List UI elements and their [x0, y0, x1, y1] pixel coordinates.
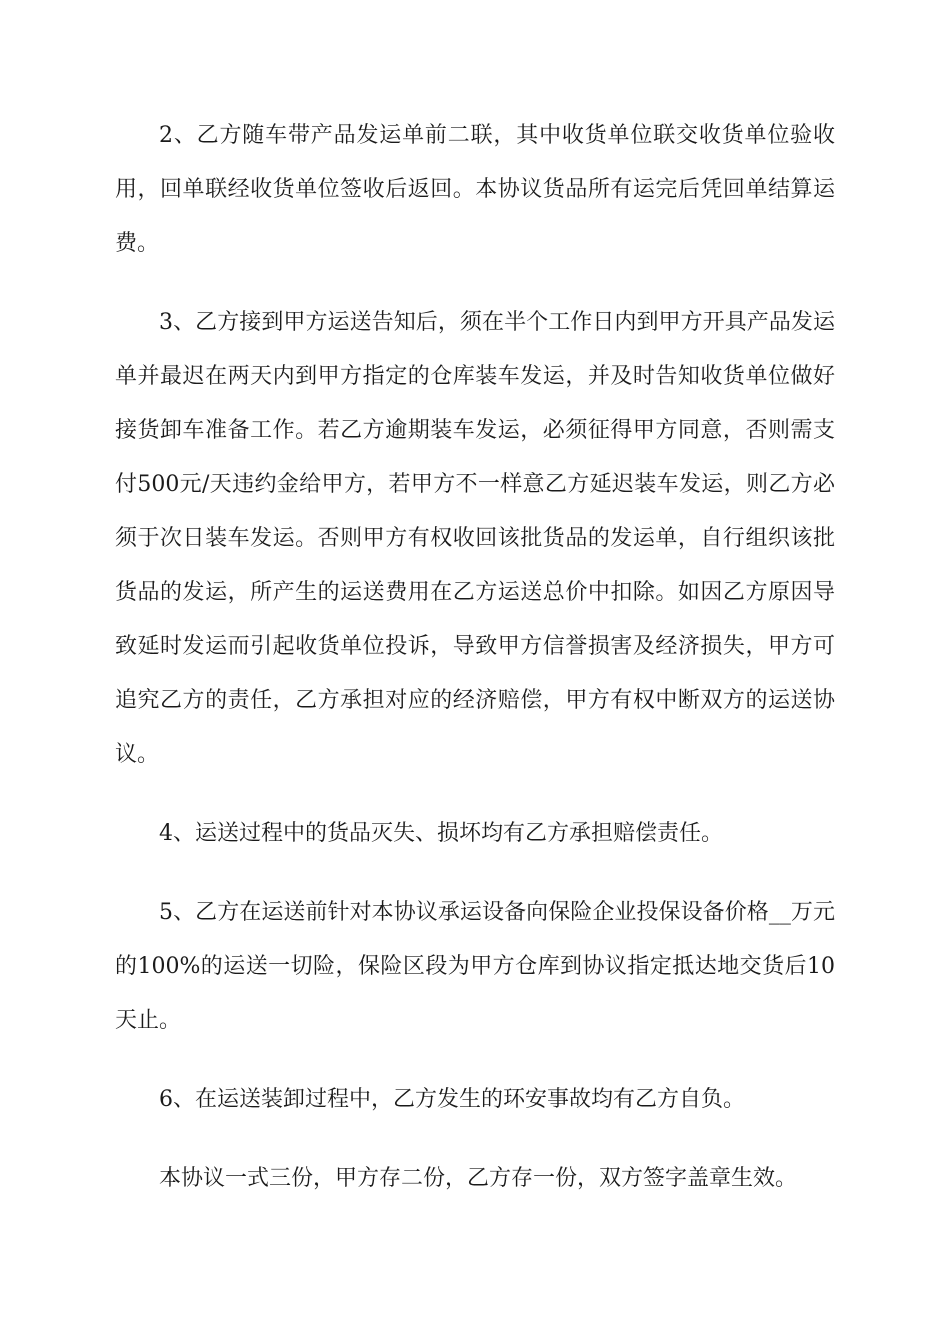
- clause-2-paragraph: 2、乙方随车带产品发运单前二联，其中收货单位联交收货单位验收用，回单联经收货单位签收后返回。本协议货品所有运完后凭回单结算运费。: [115, 123, 835, 256]
- clause-6-paragraph: 6、在运送装卸过程中，乙方发生的环安事故均有乙方自负。: [159, 1087, 745, 1112]
- closing-paragraph: 本协议一式三份，甲方存二份，乙方存一份，双方签字盖章生效。: [159, 1166, 798, 1191]
- clause-5-paragraph: 5、乙方在运送前针对本协议承运设备向保险企业投保设备价格__万元的100%的运送一切险，保险区段为甲方仓库到协议指定抵达地交货后10天止。: [115, 900, 835, 1033]
- clause-3-paragraph: 3、乙方接到甲方运送告知后，须在半个工作日内到甲方开具产品发运单并最迟在两天内到甲方指定的仓库装车发运，并及时告知收货单位做好接货卸车准备工作。若乙方逾期装车发运，必须征得甲方同意，否则需支付500元/天违约金给甲方，若甲方不一样意乙方延迟装车发运，则乙方必须于次日装车发运。否则甲方有权收回该批货品的发运单，自行组织该批货品的发运，所产生的运送费用在乙方运送总价中扣除。如因乙方原因导致延时发运而引起收货单位投诉，导致甲方信誉损害及经济损失，甲方可追究乙方的责任，乙方承担对应的经济赔偿，甲方有权中断双方的运送协议。: [115, 310, 835, 767]
- document-body: [115, 109, 835, 1231]
- clause-4-paragraph: 4、运送过程中的货品灭失、损坏均有乙方承担赔偿责任。: [159, 821, 723, 846]
